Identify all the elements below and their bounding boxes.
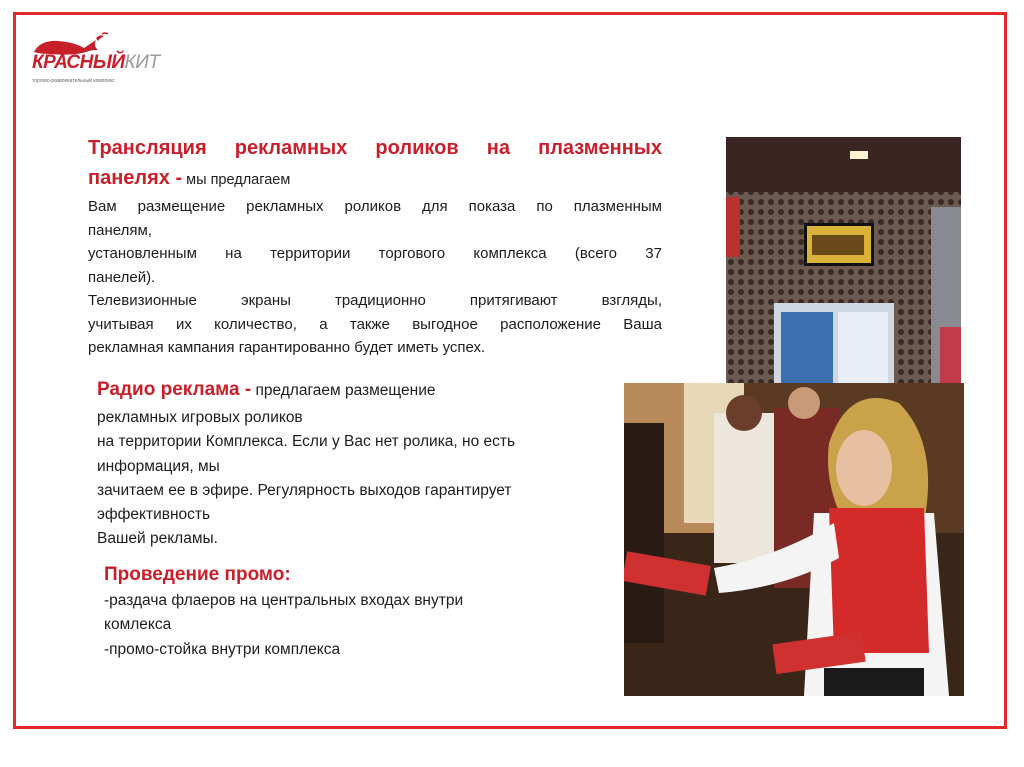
section-radio-title: Радио реклама - предлагаем размещение [97,379,436,400]
text-line: рекламная кампания гарантированно будет иметь успех. [88,339,486,356]
text-line: зачитаем ее в эфире. Регулярность выходов гарантирует [97,481,512,499]
text-line: панелям, [88,221,152,239]
brand-name-red: КРАСНЫЙ [32,52,125,73]
text-line: установленным на территории торгового комплекса (всего 37 [88,245,662,262]
logo-subtitle: торгово-развлекательный комплекс [32,78,115,84]
section-plasma-title: Трансляция рекламных роликов на плазменных [88,137,662,159]
section-radio [97,375,597,552]
section-plasma [88,133,662,360]
logo [30,32,160,88]
brand-name-grey: КИТ [124,52,160,73]
text-line: Телевизионные экраны традиционно притягивают взгляды, [88,292,662,309]
section-plasma-intro: мы предлагаем [182,172,291,188]
text-line: рекламных игровых роликов [97,409,303,426]
text-line: -промо-стойка внутри комплекса [104,640,341,658]
plasma-panel-photo [726,137,961,383]
text-line: информация, мы [97,457,220,475]
promoter-photo [624,383,964,696]
text-line: Вам размещение рекламных роликов для показа по плазменным [88,198,662,215]
section-radio-intro: предлагаем размещение [251,382,436,399]
section-promo-title: Проведение промо: [104,564,291,585]
text-line: -раздача флаеров на центральных входах внутри [104,592,464,609]
text-line: комлекса [104,616,172,634]
text-line: на территории Комплекса. Если у Вас нет ролика, но есть [97,433,516,451]
text-line: эффективность [97,506,211,524]
text-line: Вашей рекламы. [97,530,218,548]
text-line: учитывая их количество, а также выгодное расположение Ваша [88,315,662,333]
section-plasma-title-line2: панелях - мы предлагаем [88,167,291,189]
text-line: панелей). [88,268,156,286]
section-promo [104,561,584,662]
